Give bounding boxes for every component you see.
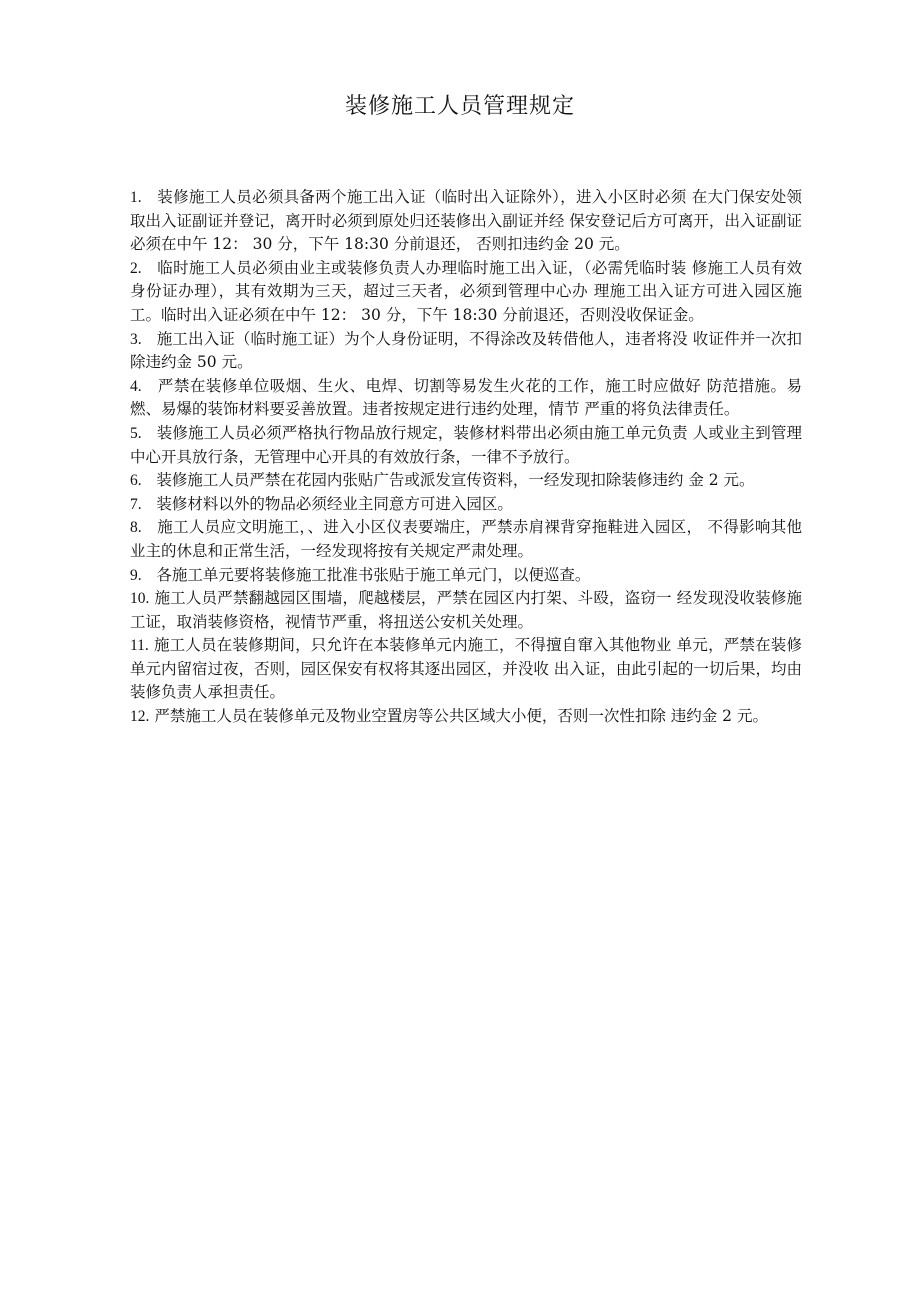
rule-text — [130, 587, 802, 634]
rule-item-8 — [130, 516, 802, 563]
rule-body: 施工人员在装修期间，只允许在本装修单元内施工，不得擅自窜入其他物业 单元，严禁在装修单元内留宿过夜，否则，园区保安有权将其逐出园区，并没收 出入证，由此引起的一切后果，均由装修负责人承担责任。 — [130, 636, 802, 702]
rule-text — [130, 564, 802, 588]
rule-text — [130, 469, 802, 493]
rule-number: 3. — [130, 330, 142, 348]
rule-number: 2. — [130, 259, 142, 277]
rule-text — [130, 705, 802, 729]
rule-item-2 — [130, 257, 802, 328]
rule-body: 装修施工人员必须具备两个施工出入证（临时出入证除外），进入小区时必须 在大门保安处领取出入证副证并登记，离开时必须到原处归还装修出入副证并经 保安登记后方可离开，出入证副证必须在中午 12： 30 分，下午 18:30 分前退还， 否则扣违约金 20 元。 — [130, 188, 803, 254]
rule-body: 各施工单元要将装修施工批准书张贴于施工单元门，以便巡查。 — [156, 565, 591, 584]
rule-text — [130, 422, 802, 469]
rule-item-4 — [130, 375, 802, 422]
rule-text — [130, 257, 802, 328]
rule-text — [130, 634, 802, 705]
rule-number: 7. — [130, 495, 142, 513]
rule-item-3 — [130, 328, 802, 375]
rule-text — [130, 516, 802, 563]
rule-item-6 — [130, 469, 802, 493]
rule-body: 装修材料以外的物品必须经业主同意方可进入园区。 — [156, 494, 513, 513]
rule-number: 4. — [130, 377, 142, 395]
rules-list — [130, 186, 802, 729]
rule-number: 1. — [130, 189, 142, 206]
rule-item-9 — [130, 564, 802, 588]
rule-number: 5. — [130, 424, 142, 442]
rule-body: 装修施工人员必须严格执行物品放行规定，装修材料带出必须由施工单元负责 人或业主到管理中心开具放行条，无管理中心开具的有效放行条，一律不予放行。 — [130, 423, 803, 466]
rule-text — [130, 186, 802, 257]
rule-number: 11. — [130, 637, 149, 655]
rule-text — [130, 493, 802, 517]
rule-body: 严禁施工人员在装修单元及物业空置房等公共区域大小便，否则一次性扣除 违约金 2 元。 — [154, 707, 768, 726]
rule-body: 施工人员应文明施工，、进入小区仪表要端庄，严禁赤肩裸背穿拖鞋进入园区， 不得影响其他业主的休息和正常生活，一经发现将按有关规定严肃处理。 — [130, 518, 803, 560]
document-title: 装修施工人员管理规定 — [344, 94, 575, 119]
rule-item-12 — [130, 705, 802, 729]
rule-number: 8. — [130, 519, 142, 537]
rule-body: 施工出入证（临时施工证）为个人身份证明，不得涂改及转借他人，违者将没 收证件并一次扣除违约金 50 元。 — [130, 329, 803, 372]
rule-body: 临时施工人员必须由业主或装修负责人办理临时施工出入证，（必需凭临时装 修施工人员有效身份证办理），其有效期为三天，超过三天者，必须到管理中心办 理施工出入证方可进入园区施工。临时出入证必须在中午 12： 30 分，下午 18:30 分前退还，否则没收保证金。 — [130, 258, 803, 324]
rule-number: 12. — [130, 708, 150, 726]
rule-item-5 — [130, 422, 802, 469]
rule-number: 10. — [130, 590, 150, 608]
rule-body: 施工人员严禁翻越园区围墙，爬越楼层，严禁在园区内打架、斗殴，盗窃一 经发现没收装修施工证，取消装修资格，视情节严重，将扭送公安机关处理。 — [130, 589, 802, 631]
rule-text — [130, 328, 802, 375]
rule-item-7 — [130, 493, 802, 517]
rule-number: 6. — [130, 472, 142, 490]
rule-body: 装修施工人员严禁在花园内张贴广告或派发宣传资料，一经发现扣除装修违约 金 2 元。 — [156, 471, 755, 490]
rule-item-11 — [130, 634, 802, 705]
rule-body: 严禁在装修单位吸烟、生火、电焊、切割等易发生火花的工作，施工时应做好 防范措施。易燃、易爆的装饰材料要妥善放置。违者按规定进行违约处理，情节 严重的将负法律责任。 — [130, 376, 803, 419]
rule-item-1 — [130, 186, 802, 257]
rule-text — [130, 375, 802, 422]
rule-number: 9. — [130, 566, 142, 584]
rule-item-10 — [130, 587, 802, 634]
